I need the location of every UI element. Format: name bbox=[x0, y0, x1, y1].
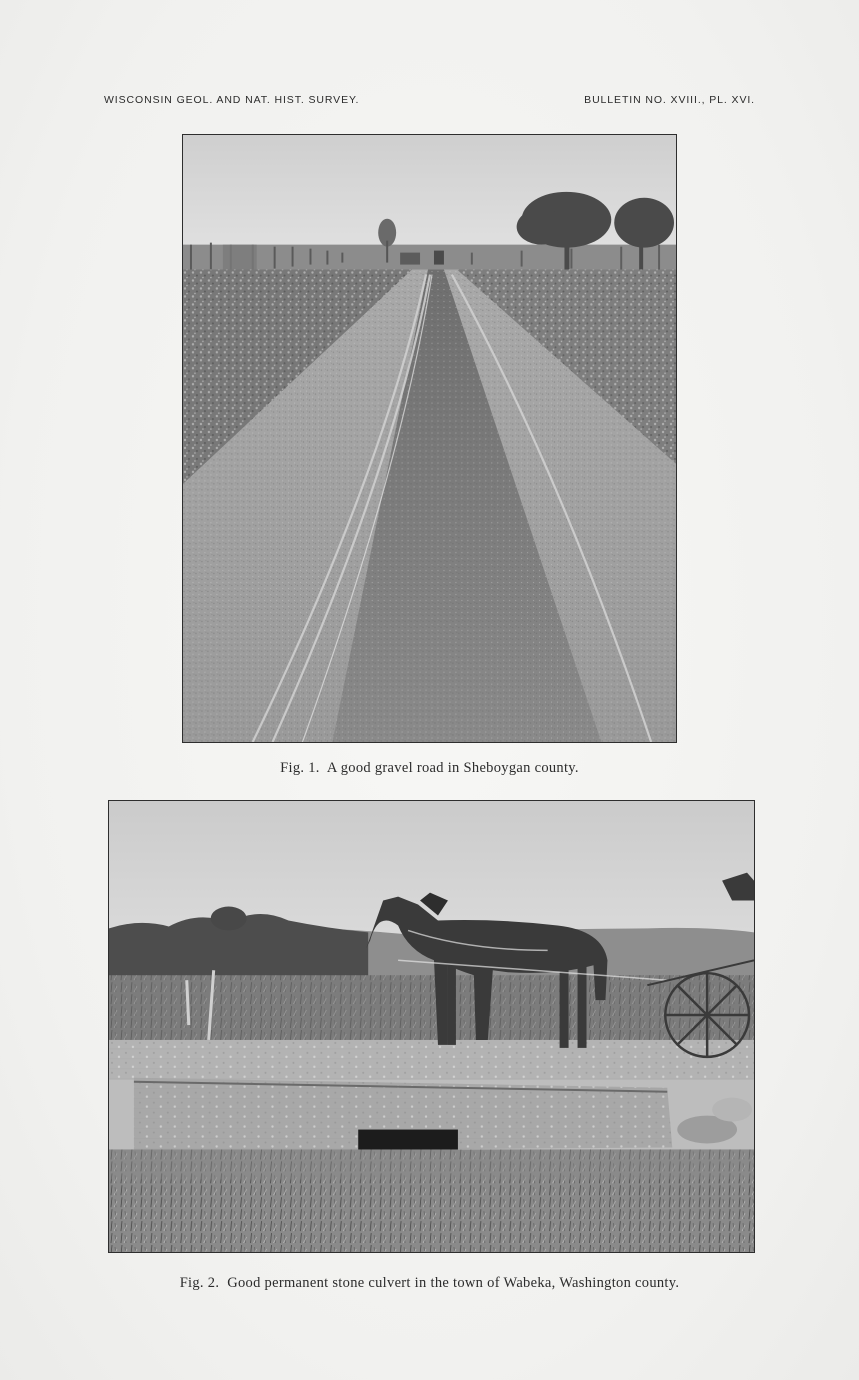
running-head-bulletin: BULLETIN NO. XVIII., PL. XVI. bbox=[584, 94, 755, 106]
figure-1-caption bbox=[0, 760, 859, 777]
gravel-road-photo bbox=[183, 135, 676, 742]
figure-2-caption-text: Good permanent stone culvert in the town of Wabeka, Washington county. bbox=[227, 1275, 680, 1291]
figure-1-label: Fig. 1. bbox=[280, 760, 320, 776]
figure-2-label: Fig. 2. bbox=[179, 1275, 220, 1291]
figure-2-photo bbox=[108, 800, 755, 1253]
figure-1-caption-text: A good gravel road in Sheboygan county. bbox=[326, 760, 579, 776]
running-head-survey: WISCONSIN GEOL. AND NAT. HIST. SURVEY. bbox=[104, 94, 360, 106]
figure-1-photo bbox=[182, 134, 677, 743]
figure-2-caption bbox=[0, 1275, 859, 1292]
stone-culvert-photo bbox=[109, 801, 754, 1252]
